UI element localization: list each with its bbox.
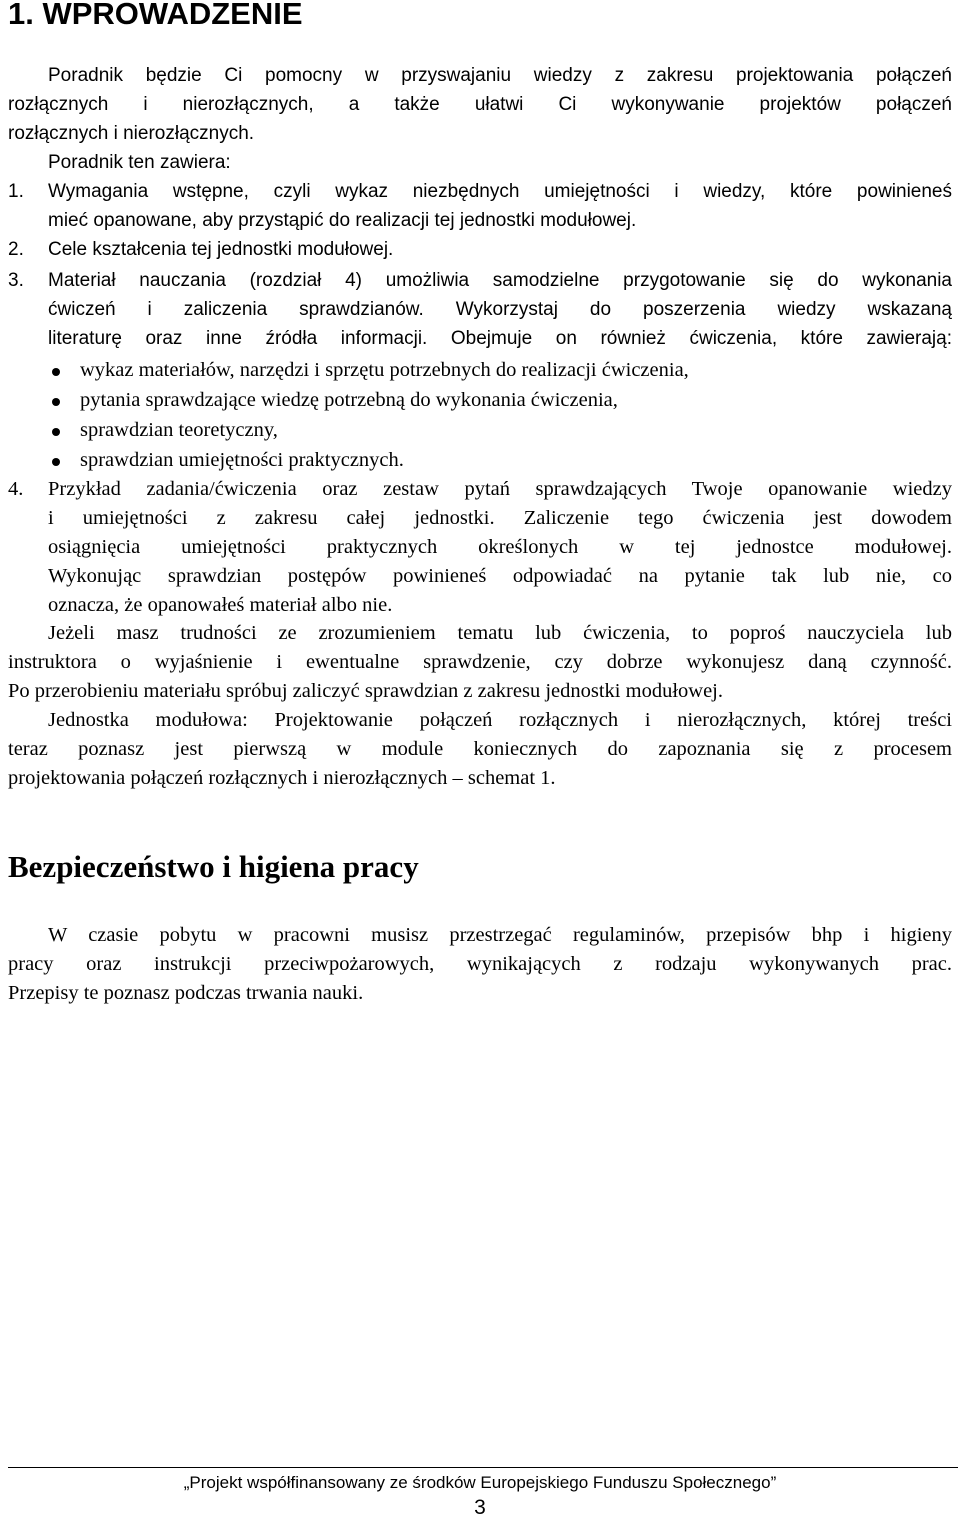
footer-note: „Projekt współfinansowany ze środków Europejskiego Funduszu Społecznego” [183,1473,777,1492]
bullet-dot [52,458,60,466]
section-heading: Bezpieczeństwo i higiena pracy [8,849,419,884]
intro-line-1: Poradnik będzie Ci pomocny w przyswajaniu wiedzy z zakresu projektowania połączeń [48,65,952,86]
section2-line-1: W czasie pobytu w pracowni musisz przestrzegać regulaminów, przepisów bhp i higieny [48,924,952,946]
para3-line-3: projektowania połączeń rozłącznych i nierozłącznych – schemat 1. [8,767,556,789]
item-3-line-2: ćwiczeń i zaliczenia sprawdzianów. Wykorzystaj do poszerzenia wiedzy wskazaną [48,299,952,320]
footer-divider [8,1467,958,1468]
item-4-line-1: Przykład zadania/ćwiczenia oraz zestaw pytań sprawdzających Twoje opanowanie wiedzy [48,478,952,500]
section2-line-3: Przepisy te poznasz podczas trwania nauki. [8,982,364,1004]
para2-line-1: Jeżeli masz trudności ze zrozumieniem tematu lub ćwiczenia, to poproś nauczyciela lub [48,622,952,644]
intro-line-3: rozłącznych i nierozłącznych. [8,123,255,144]
item-1-number: 1. [8,181,24,202]
item-4-line-5: oznacza, że opanowałeś materiał albo nie. [48,594,393,616]
bullet-item: sprawdzian teoretyczny, [80,419,278,441]
bullet-item: wykaz materiałów, narzędzi i sprzętu potrzebnych do realizacji ćwiczenia, [80,359,689,381]
section2-line-2: pracy oraz instrukcji przeciwpożarowych, wynikających z rodzaju wykonywanych prac. [8,953,952,975]
para3-line-2: teraz poznasz jest pierwszą w module koniecznych do zapoznania się z procesem [8,738,952,760]
intro-line-2: rozłącznych i nierozłącznych, a także ułatwi Ci wykonywanie projektów połączeń [8,94,952,115]
item-1-line-1: Wymagania wstępne, czyli wykaz niezbędnych umiejętności i wiedzy, które powinieneś [48,181,952,202]
item-2-line-1: Cele kształcenia tej jednostki modułowej. [48,239,394,260]
para2-line-2: instruktora o wyjaśnienie i ewentualne sprawdzenie, czy dobrze wykonujesz daną czynność. [8,651,952,673]
item-3-line-1: Materiał nauczania (rozdział 4) umożliwia samodzielne przygotowanie się do wykonania [48,270,952,291]
item-4-line-4: Wykonując sprawdzian postępów powinieneś odpowiadać na pytanie tak lub nie, co [48,565,952,587]
item-4-number: 4. [8,478,24,500]
page-number: 3 [474,1496,486,1519]
bullet-item: sprawdzian umiejętności praktycznych. [80,449,404,471]
bullet-dot [52,398,60,406]
para3-line-1: Jednostka modułowa: Projektowanie połączeń rozłącznych i nierozłącznych, której treści [48,709,952,731]
para2-line-3: Po przerobieniu materiału spróbuj zaliczyć sprawdzian z zakresu jednostki modułowej. [8,680,723,702]
contains-label: Poradnik ten zawiera: [48,152,231,173]
item-1-line-2: mieć opanowane, aby przystąpić do realizacji tej jednostki modułowej. [48,210,637,231]
item-2-number: 2. [8,239,24,260]
bullet-dot [52,428,60,436]
item-3-line-3: literaturę oraz inne źródła informacji. Obejmuje on również ćwiczenia, które zawierają: [48,328,952,349]
chapter-heading: 1. WPROWADZENIE [8,0,303,31]
item-4-line-3: osiągnięcia umiejętności praktycznych określonych w tej jednostce modułowej. [48,536,952,558]
item-4-line-2: i umiejętności z zakresu całej jednostki. Zaliczenie tego ćwiczenia jest dowodem [48,507,952,529]
bullet-item: pytania sprawdzające wiedzę potrzebną do wykonania ćwiczenia, [80,389,618,411]
item-3-number: 3. [8,270,24,291]
bullet-dot [52,368,60,376]
